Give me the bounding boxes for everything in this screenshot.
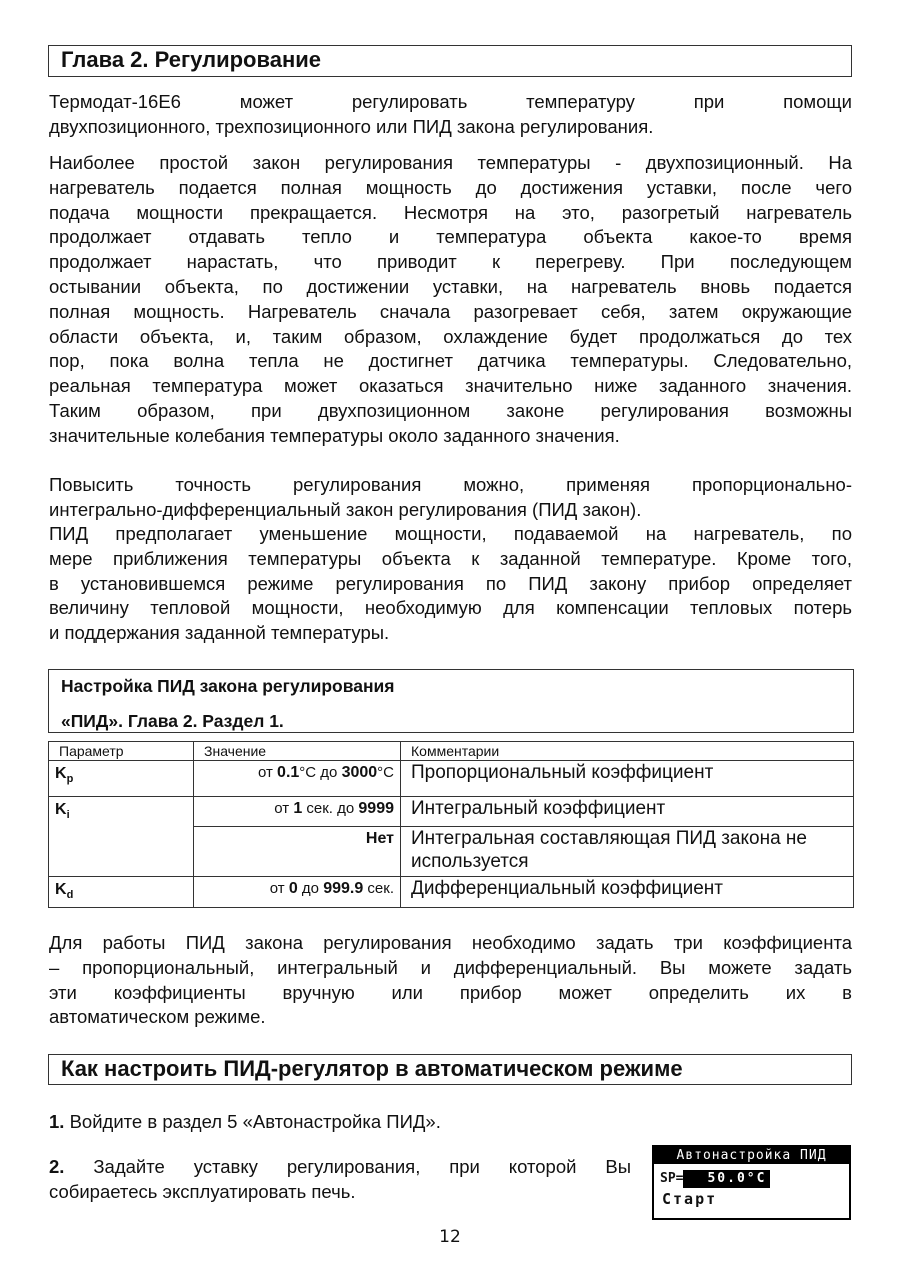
lcd-setpoint-row	[654, 1170, 849, 1188]
param-cell	[49, 761, 194, 797]
comment-cell: Дифференциальный коэффициент	[401, 877, 854, 908]
value-text: °C до	[299, 764, 342, 781]
coefficients-paragraph	[49, 931, 852, 1030]
value-none: Нет	[365, 830, 394, 847]
text-line: мере приближения температуры объекта к заданной температуре. Кроме того,	[49, 547, 852, 569]
text-line: подача мощности прекращается. Несмотря на это, разогретый нагреватель	[49, 201, 852, 223]
value-min: 0	[288, 880, 298, 897]
header-parameter: Параметр	[49, 742, 194, 761]
text-line: и поддержания заданной температуры.	[49, 622, 390, 644]
step-text: Задайте уставку регулирования, при которой Вы	[93, 1156, 632, 1177]
value-text: от	[269, 880, 289, 897]
text-line: автоматическом режиме.	[49, 1006, 266, 1028]
value-text: сек.	[363, 880, 394, 897]
text-line: полная мощность. Нагреватель сначала разогревает себя, затем окружающие	[49, 300, 852, 322]
value-text: от	[274, 800, 294, 817]
step-text: Войдите в раздел 5 «Автонастройка ПИД».	[69, 1111, 441, 1132]
auto-tuning-heading-text: Как настроить ПИД-регулятор в автоматическом режиме	[61, 1056, 683, 1081]
param-subscript: p	[66, 773, 74, 786]
auto-tuning-heading	[48, 1054, 852, 1085]
table-row	[49, 761, 854, 797]
value-text: сек. до	[302, 800, 359, 817]
param-symbol: K	[55, 801, 67, 818]
value-cell	[194, 877, 401, 908]
comment-cell: Интегральный коэффициент	[401, 797, 854, 827]
chapter-heading	[48, 45, 852, 77]
text-line: Термодат-16Е6 может регулировать температуру при помощи	[49, 91, 852, 112]
text-line: – пропорциональный, интегральный и дифференциальный. Вы можете задать	[49, 956, 852, 978]
value-max: 3000	[341, 764, 378, 781]
lcd-display	[652, 1145, 851, 1220]
text-line: эти коэффициенты вручную или прибор может определить их в	[49, 981, 852, 1003]
lcd-start-action: Старт	[662, 1190, 718, 1208]
text-line: Повысить точность регулирования можно, применяя пропорционально-	[49, 474, 852, 495]
value-max: 999.9	[323, 880, 364, 897]
step-number: 1.	[49, 1111, 65, 1132]
text-line: двухпозиционного, трехпозиционного или ПИД закона регулирования.	[49, 115, 654, 137]
lcd-setpoint-label: SP=	[660, 1171, 684, 1186]
param-cell	[49, 877, 194, 908]
text-line: пор, пока волна тепла не достигнет датчика температуры. Следовательно,	[49, 350, 852, 372]
table-header-row	[49, 742, 854, 761]
value-text: °C	[377, 764, 394, 781]
text-line: продолжает нарастать, что приводит к перегреву. При последующем	[49, 251, 852, 273]
settings-title: Настройка ПИД закона регулирования	[61, 676, 395, 696]
text-line: Таким образом, при двухпозиционном законе регулирования возможны	[49, 399, 852, 421]
param-symbol: K	[55, 881, 67, 898]
two-position-paragraph	[49, 151, 852, 449]
header-comment: Комментарии	[401, 742, 854, 761]
pid-intro-paragraph	[49, 473, 852, 523]
text-line: собираетесь эксплуатировать печь.	[49, 1180, 356, 1202]
value-min: 0.1	[277, 764, 300, 781]
pid-parameters-table	[48, 741, 854, 908]
table-row	[49, 877, 854, 908]
text-line	[49, 1110, 852, 1135]
text-line: остывании объекта, по достижении уставки, на нагреватель вновь подается	[49, 275, 852, 297]
text-line: реальная температура может оказаться значительно ниже заданного значения.	[49, 375, 852, 397]
value-cell	[194, 797, 401, 827]
settings-subtitle: «ПИД». Глава 2. Раздел 1.	[61, 711, 284, 731]
chapter-heading-text: Глава 2. Регулирование	[61, 47, 321, 72]
text-line	[49, 1155, 631, 1180]
param-symbol: K	[55, 765, 67, 782]
comment-cell: Интегральная составляющая ПИД закона не используется	[401, 827, 854, 877]
comment-cell: Пропорциональный коэффициент	[401, 761, 854, 797]
value-text: от	[257, 764, 278, 781]
text-line: в установившемся режиме регулирования по ПИД закону прибор определяет	[49, 572, 852, 594]
param-subscript: i	[66, 809, 70, 822]
text-line: интегрально-дифференциальный закон регулирования (ПИД закон).	[49, 498, 642, 520]
step-1	[49, 1110, 852, 1135]
value-text: до	[297, 880, 324, 897]
step-number: 2.	[49, 1156, 65, 1177]
text-line: значительные колебания температуры около заданного значения.	[49, 424, 620, 446]
lcd-setpoint-value: 50.0°C	[683, 1170, 770, 1188]
text-line: области объекта, и, таким образом, охлаждение будет продолжаться до тех	[49, 325, 852, 347]
pid-settings-box	[48, 669, 854, 733]
text-line: Наиболее простой закон регулирования температуры - двухпозиционный. На	[49, 152, 852, 173]
lcd-title: Автонастройка ПИД	[654, 1147, 849, 1164]
value-min: 1	[293, 800, 303, 817]
param-subscript: d	[66, 889, 74, 902]
value-cell	[194, 827, 401, 877]
table-row	[49, 797, 854, 827]
text-line: нагреватель подается полная мощность до достижения уставки, после чего	[49, 176, 852, 198]
text-line: ПИД предполагает уменьшение мощности, подаваемой на нагреватель, по	[49, 523, 852, 544]
intro-paragraph	[49, 90, 852, 140]
page-number: 12	[439, 1227, 461, 1247]
step-2	[49, 1155, 631, 1205]
text-line: величину тепловой мощности, необходимую для компенсации тепловых потерь	[49, 597, 852, 619]
value-max: 9999	[358, 800, 394, 817]
param-cell	[49, 797, 194, 877]
text-line: продолжает отдавать тепло и температура объекта какое-то время	[49, 226, 852, 248]
header-value: Значение	[194, 742, 401, 761]
value-cell	[194, 761, 401, 797]
pid-description-paragraph	[49, 522, 852, 646]
text-line: Для работы ПИД закона регулирования необходимо задать три коэффициента	[49, 932, 852, 953]
